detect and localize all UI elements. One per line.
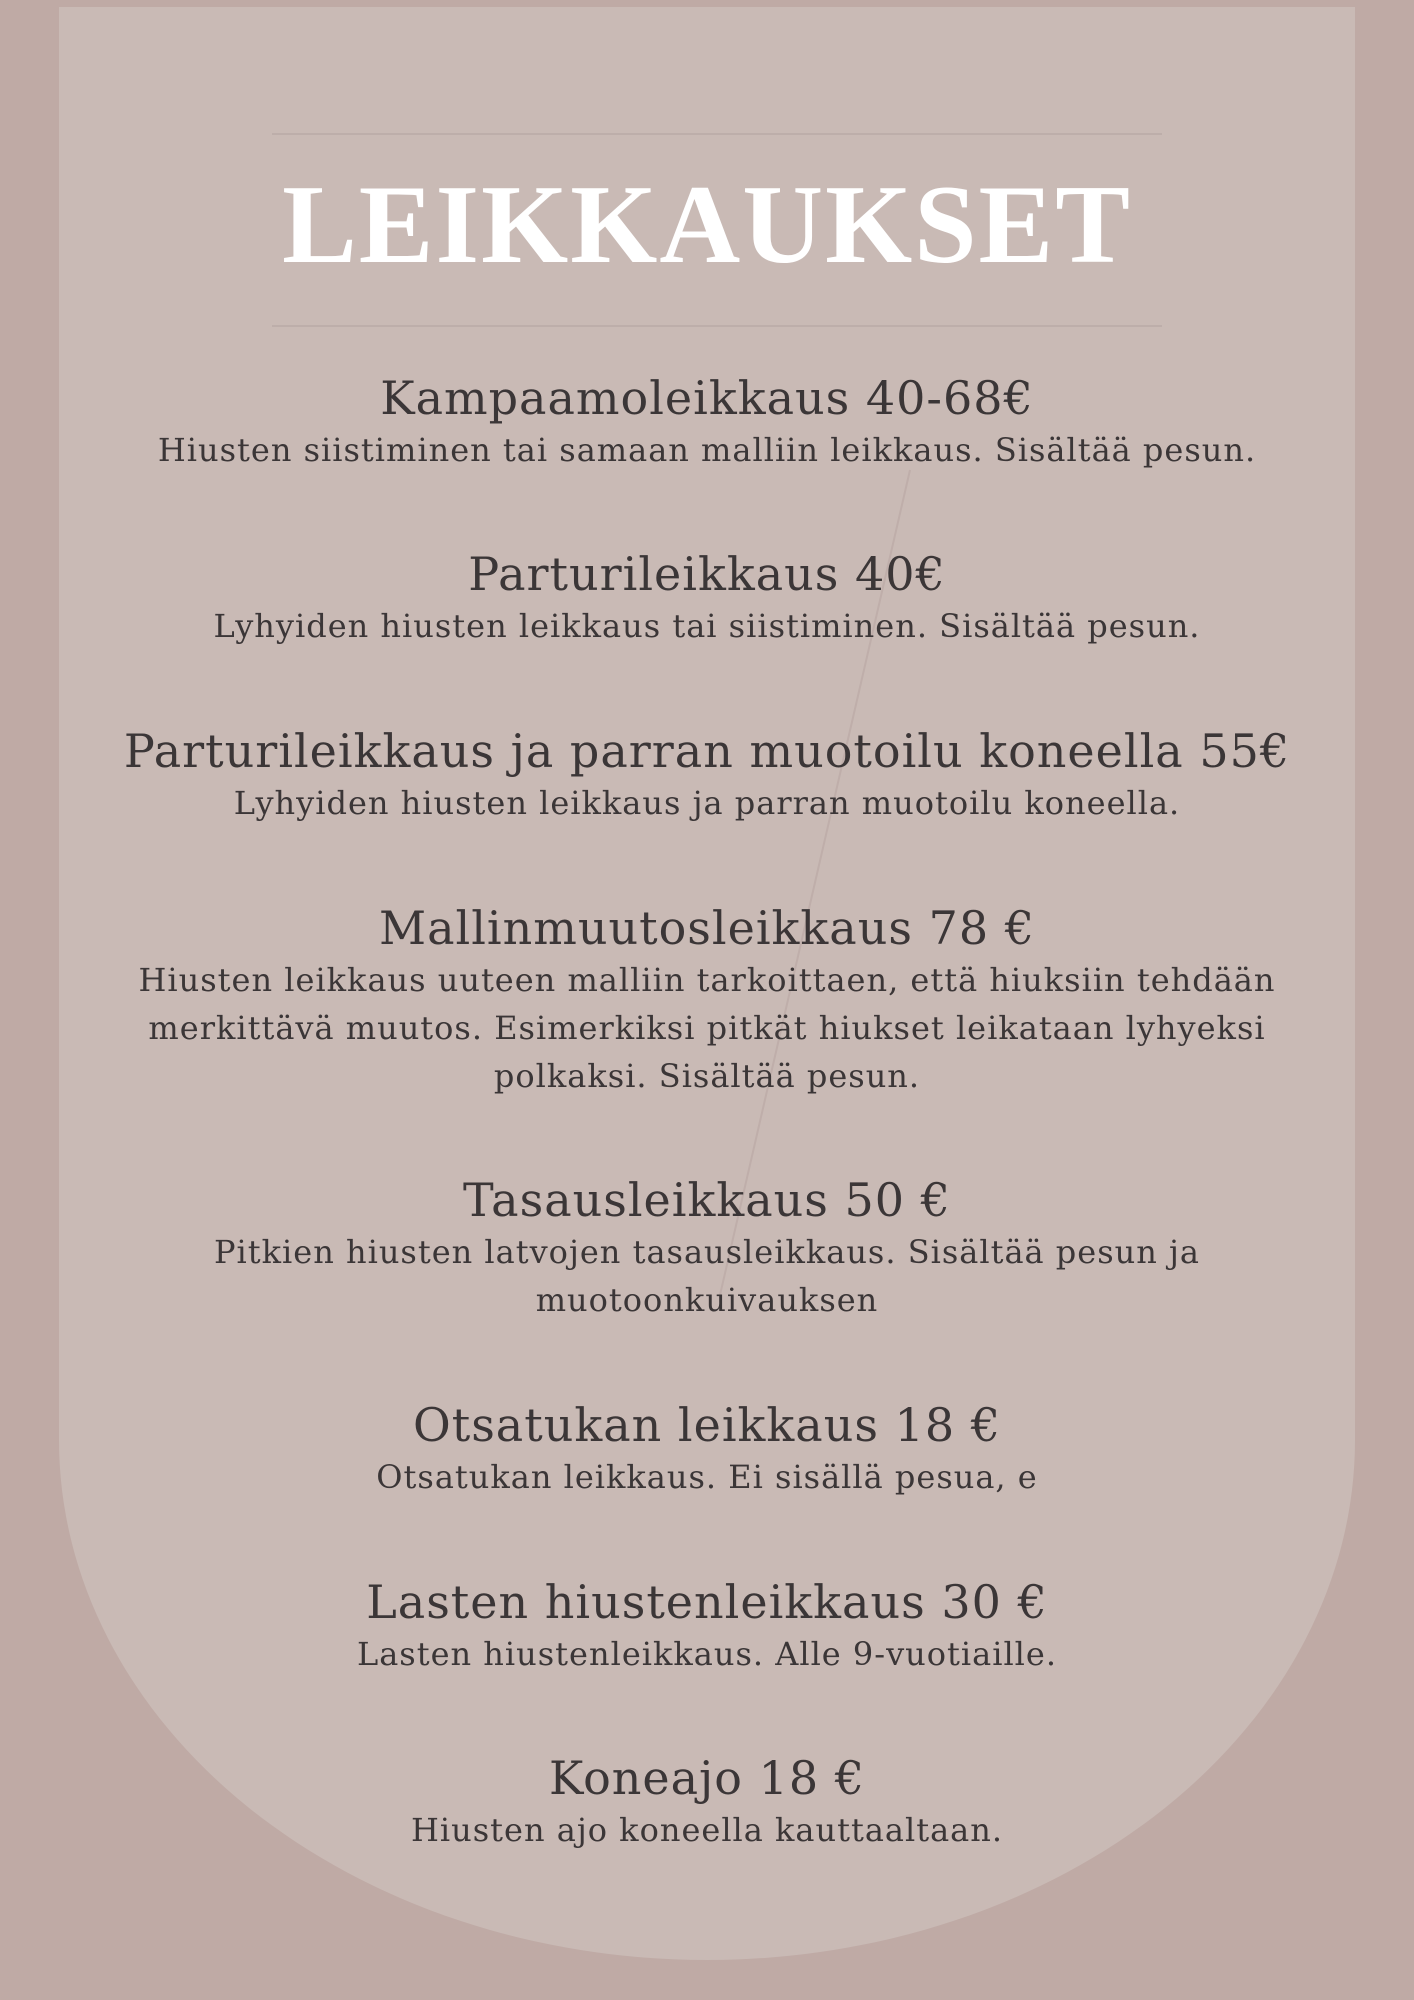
service-description: Lasten hiustenleikkaus. Alle 9-vuotiaille.	[356, 1635, 1058, 1673]
service-name: Lasten hiustenleikkaus 30 €	[366, 1575, 1048, 1629]
service-item	[80, 723, 1334, 827]
service-description: Hiusten ajo koneella kauttaaltaan.	[410, 1811, 1004, 1849]
service-description: Hiusten leikkaus uuteen malliin tarkoittaen, että hiuksiin tehdään merkittävä muutos. Esimerkiksi pitkät hiukset leikataan lyhyeksi polkaksi. Sisältää pesun.	[138, 961, 1276, 1095]
service-item	[80, 1574, 1334, 1678]
service-description: Hiusten siistiminen tai samaan malliin leikkaus. Sisältää pesun.	[157, 431, 1257, 469]
title-divider-top	[272, 133, 1162, 135]
service-name: Parturileikkaus ja parran muotoilu koneella 55€	[123, 724, 1291, 778]
title-divider-bottom	[272, 325, 1162, 327]
service-name: Kampaamoleikkaus 40-68€	[380, 371, 1034, 425]
service-item	[80, 1750, 1334, 1854]
service-name: Koneajo 18 €	[548, 1751, 866, 1805]
service-name: Otsatukan leikkaus 18 €	[413, 1398, 1001, 1452]
service-item	[80, 1397, 1334, 1501]
service-description: Lyhyiden hiusten leikkaus ja parran muotoilu koneella.	[233, 784, 1181, 822]
service-name: Parturileikkaus 40€	[468, 547, 946, 601]
service-item	[80, 900, 1334, 1100]
service-item	[80, 370, 1334, 474]
service-name: Tasausleikkaus 50 €	[463, 1173, 951, 1227]
service-description: Otsatukan leikkaus. Ei sisällä pesua, e	[376, 1458, 1038, 1496]
service-name: Mallinmuutosleikkaus 78 €	[378, 901, 1036, 955]
page-title: LEIKKAUKSET	[282, 163, 1132, 287]
service-item	[80, 1172, 1334, 1324]
service-item	[80, 546, 1334, 650]
service-description: Lyhyiden hiusten leikkaus tai siistiminen. Sisältää pesun.	[213, 607, 1201, 645]
service-description: Pitkien hiusten latvojen tasausleikkaus. Sisältää pesun ja muotoonkuivauksen	[214, 1233, 1200, 1319]
